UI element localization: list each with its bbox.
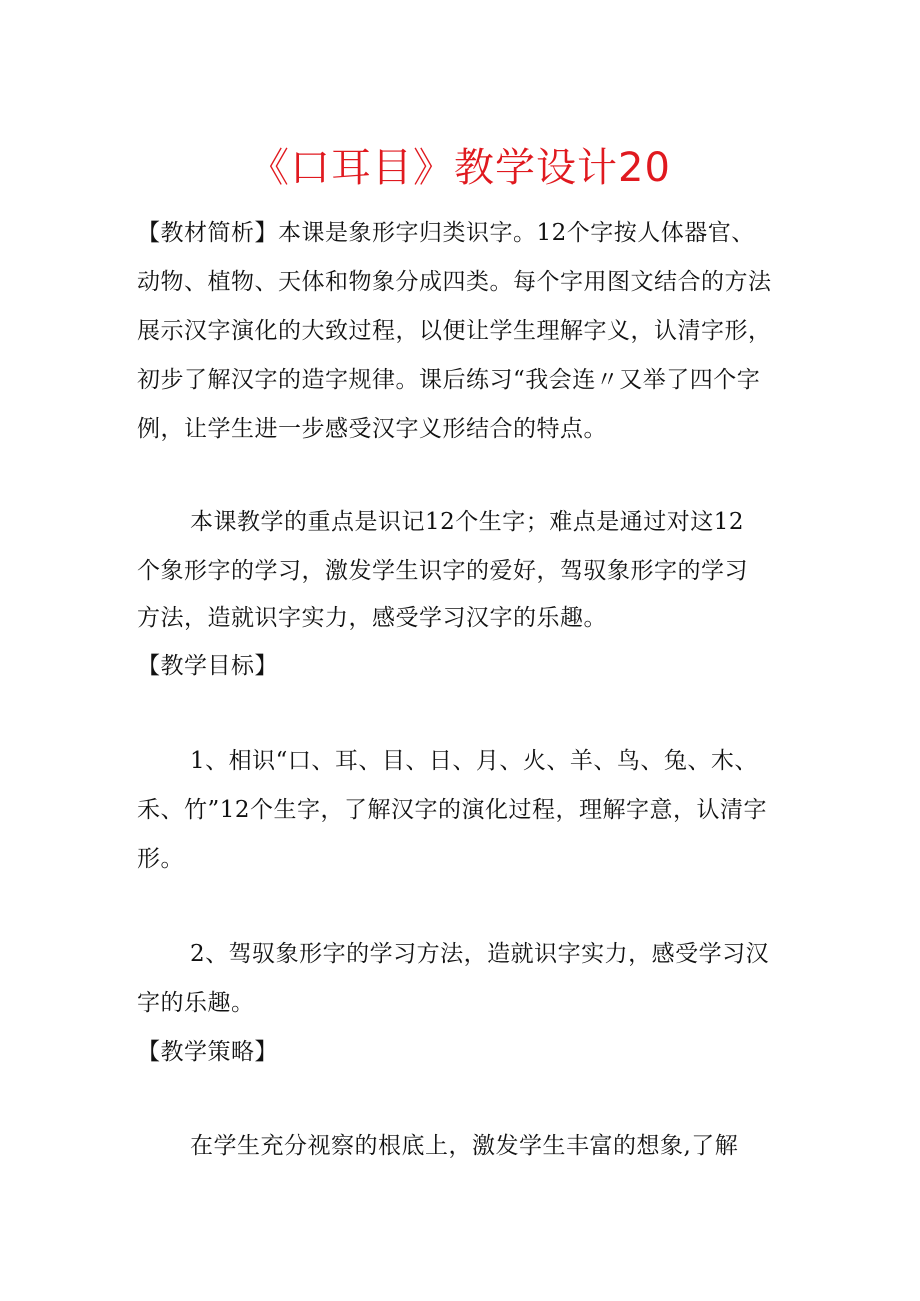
text-line-7: 个象形字的学习，激发学生识字的爱好，驾驭象形字的学习 <box>137 558 748 584</box>
text-line-12: 形。 <box>137 846 184 872</box>
document-title: 《口耳目》教学设计20 <box>249 145 671 191</box>
text-line-13: 2、驾驭象形字的学习方法，造就识字实力，感受学习汉 <box>190 941 770 967</box>
text-line-11: 禾、竹”12个生字，了解汉字的演化过程，理解字意，认清字 <box>137 797 768 823</box>
text-line-5: 例，让学生进一步感受汉字义形结合的特点。 <box>137 416 607 442</box>
text-line-4: 初步了解汉字的造字规律。课后练习“我会连〃又举了四个字 <box>137 367 761 393</box>
text-line-1: 【教材简析】本课是象形字归类识字。12个字按人体器官、 <box>137 220 755 246</box>
text-line-2: 动物、植物、天体和物象分成四类。每个字用图文结合的方法 <box>137 269 772 295</box>
text-line-3: 展示汉字演化的大致过程，以便让学生理解字义，认清字形， <box>137 318 772 344</box>
text-line-8: 方法，造就识字实力，感受学习汉字的乐趣。 <box>137 605 607 631</box>
section-heading-objectives: 【教学目标】 <box>137 653 278 679</box>
text-line-14: 字的乐趣。 <box>137 990 255 1016</box>
text-line-10: 1、相识“口、耳、目、日、月、火、羊、鸟、兔、木、 <box>190 748 758 774</box>
section-heading-strategy: 【教学策略】 <box>137 1039 278 1065</box>
text-line-6: 本课教学的重点是识记12个生字；难点是通过对这12 <box>190 509 745 535</box>
text-line-16: 在学生充分视察的根底上，激发学生丰富的想象,了解 <box>190 1133 739 1159</box>
